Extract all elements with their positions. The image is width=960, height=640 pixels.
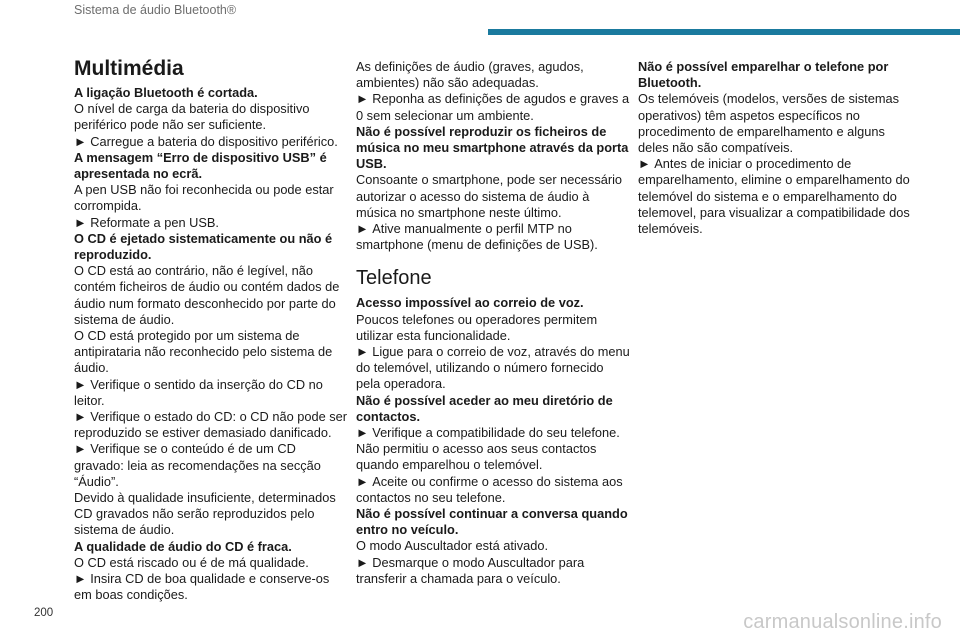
problem-heading: O CD é ejetado sistematicamente ou não é reproduzido.: [74, 230, 333, 263]
action-item: ► Ligue para o correio de voz, através do menu do telemóvel, utilizando o número fornecido pela operadora.: [356, 344, 631, 393]
paragraph: O nível de carga da bateria do dispositivo periférico pode não ser suficiente.: [74, 101, 310, 133]
header-accent-bar: [488, 29, 960, 35]
paragraph: Consoante o smartphone, pode ser necessário autorizar o acesso do sistema de áudio à música no smartphone neste último.: [356, 172, 623, 220]
column-right: [638, 59, 913, 237]
action-item: ► Aceite ou confirme o acesso do sistema aos contactos no seu telefone.: [356, 474, 631, 506]
column-left: [74, 55, 349, 604]
paragraph: O CD está protegido por um sistema de antipirataria não reconhecido pelo sistema de áudio.: [74, 328, 333, 376]
paragraph: Os telemóveis (modelos, versões de sistemas operativos) têm aspetos específicos no procedimento de emparelhamento e alguns deles não são compatíveis.: [638, 91, 900, 156]
action-item: ► Ative manualmente o perfil MTP no smartphone (menu de definições de USB).: [356, 221, 631, 253]
action-item: ► Carregue a bateria do dispositivo periférico.: [74, 134, 349, 150]
problem-heading: Não é possível aceder ao meu diretório de contactos.: [356, 392, 613, 424]
column-middle-top-body: [356, 59, 631, 253]
paragraph: Não permitiu o acesso aos seus contactos quando emparelhou o telemóvel.: [356, 441, 597, 473]
action-item: ► Reponha as definições de agudos e graves a 0 sem selecionar um ambiente.: [356, 91, 631, 123]
paragraph: O modo Auscultador está ativado.: [356, 538, 549, 554]
section-heading-telefone: Telefone: [356, 267, 432, 290]
action-item: ► Verifique a compatibilidade do seu telefone.: [356, 425, 631, 441]
header-title: Sistema de áudio Bluetooth®: [74, 3, 237, 17]
paragraph: As definições de áudio (graves, agudos, ambientes) não são adequadas.: [356, 59, 584, 91]
action-item: ► Reformate a pen USB.: [74, 215, 349, 231]
action-item: ► Verifique se o conteúdo é de um CD gravado: leia as recomendações na secção “Áudio”.: [74, 441, 349, 490]
problem-heading: A qualidade de áudio do CD é fraca.: [74, 538, 292, 554]
action-item: ► Desmarque o modo Auscultador para transferir a chamada para o veículo.: [356, 555, 631, 587]
problem-heading: A ligação Bluetooth é cortada.: [74, 85, 258, 100]
problem-heading: Não é possível reproduzir os ficheiros de música no meu smartphone através da porta USB.: [356, 123, 629, 172]
section-heading-multimedia: Multimédia: [74, 57, 184, 80]
page-number: 200: [34, 607, 54, 619]
action-item: ► Antes de iniciar o procedimento de emparelhamento, elimine o emparelhamento do telemóvel do sistema e o emparelhamento do telemovel, para visualizar a compatibilidade dos telemóveis.: [638, 156, 913, 237]
problem-heading: Acesso impossível ao correio de voz.: [356, 295, 584, 311]
watermark: carmanualsonline.info: [743, 611, 942, 633]
problem-heading: A mensagem “Erro de dispositivo USB” é apresentada no ecrã.: [74, 149, 327, 182]
paragraph: O CD está ao contrário, não é legível, não contém ficheiros de áudio ou contém dados de áudio num formato desconhecido por parte do sistema de áudio.: [74, 263, 340, 327]
paragraph: Devido à qualidade insuficiente, determinados CD gravados não serão reproduzidos pelo sistema de áudio.: [74, 490, 336, 538]
paragraph: O CD está riscado ou é de má qualidade.: [74, 554, 309, 570]
column-left-body: [74, 85, 349, 604]
column-middle: [356, 59, 631, 587]
problem-heading: Não é possível continuar a conversa quando entro no veículo.: [356, 506, 628, 538]
problem-heading: Não é possível emparelhar o telefone por Bluetooth.: [638, 59, 889, 91]
action-item: ► Insira CD de boa qualidade e conserve-os em boas condições.: [74, 571, 349, 603]
column-middle-body: [356, 295, 631, 587]
paragraph: A pen USB não foi reconhecida ou pode estar corrompida.: [74, 182, 334, 214]
action-item: ► Verifique o estado do CD: o CD não pode ser reproduzido se estiver demasiado danificado.: [74, 409, 349, 441]
action-item: ► Verifique o sentido da inserção do CD no leitor.: [74, 377, 349, 409]
column-right-body: [638, 59, 913, 237]
paragraph: Poucos telefones ou operadores permitem utilizar esta funcionalidade.: [356, 311, 598, 343]
